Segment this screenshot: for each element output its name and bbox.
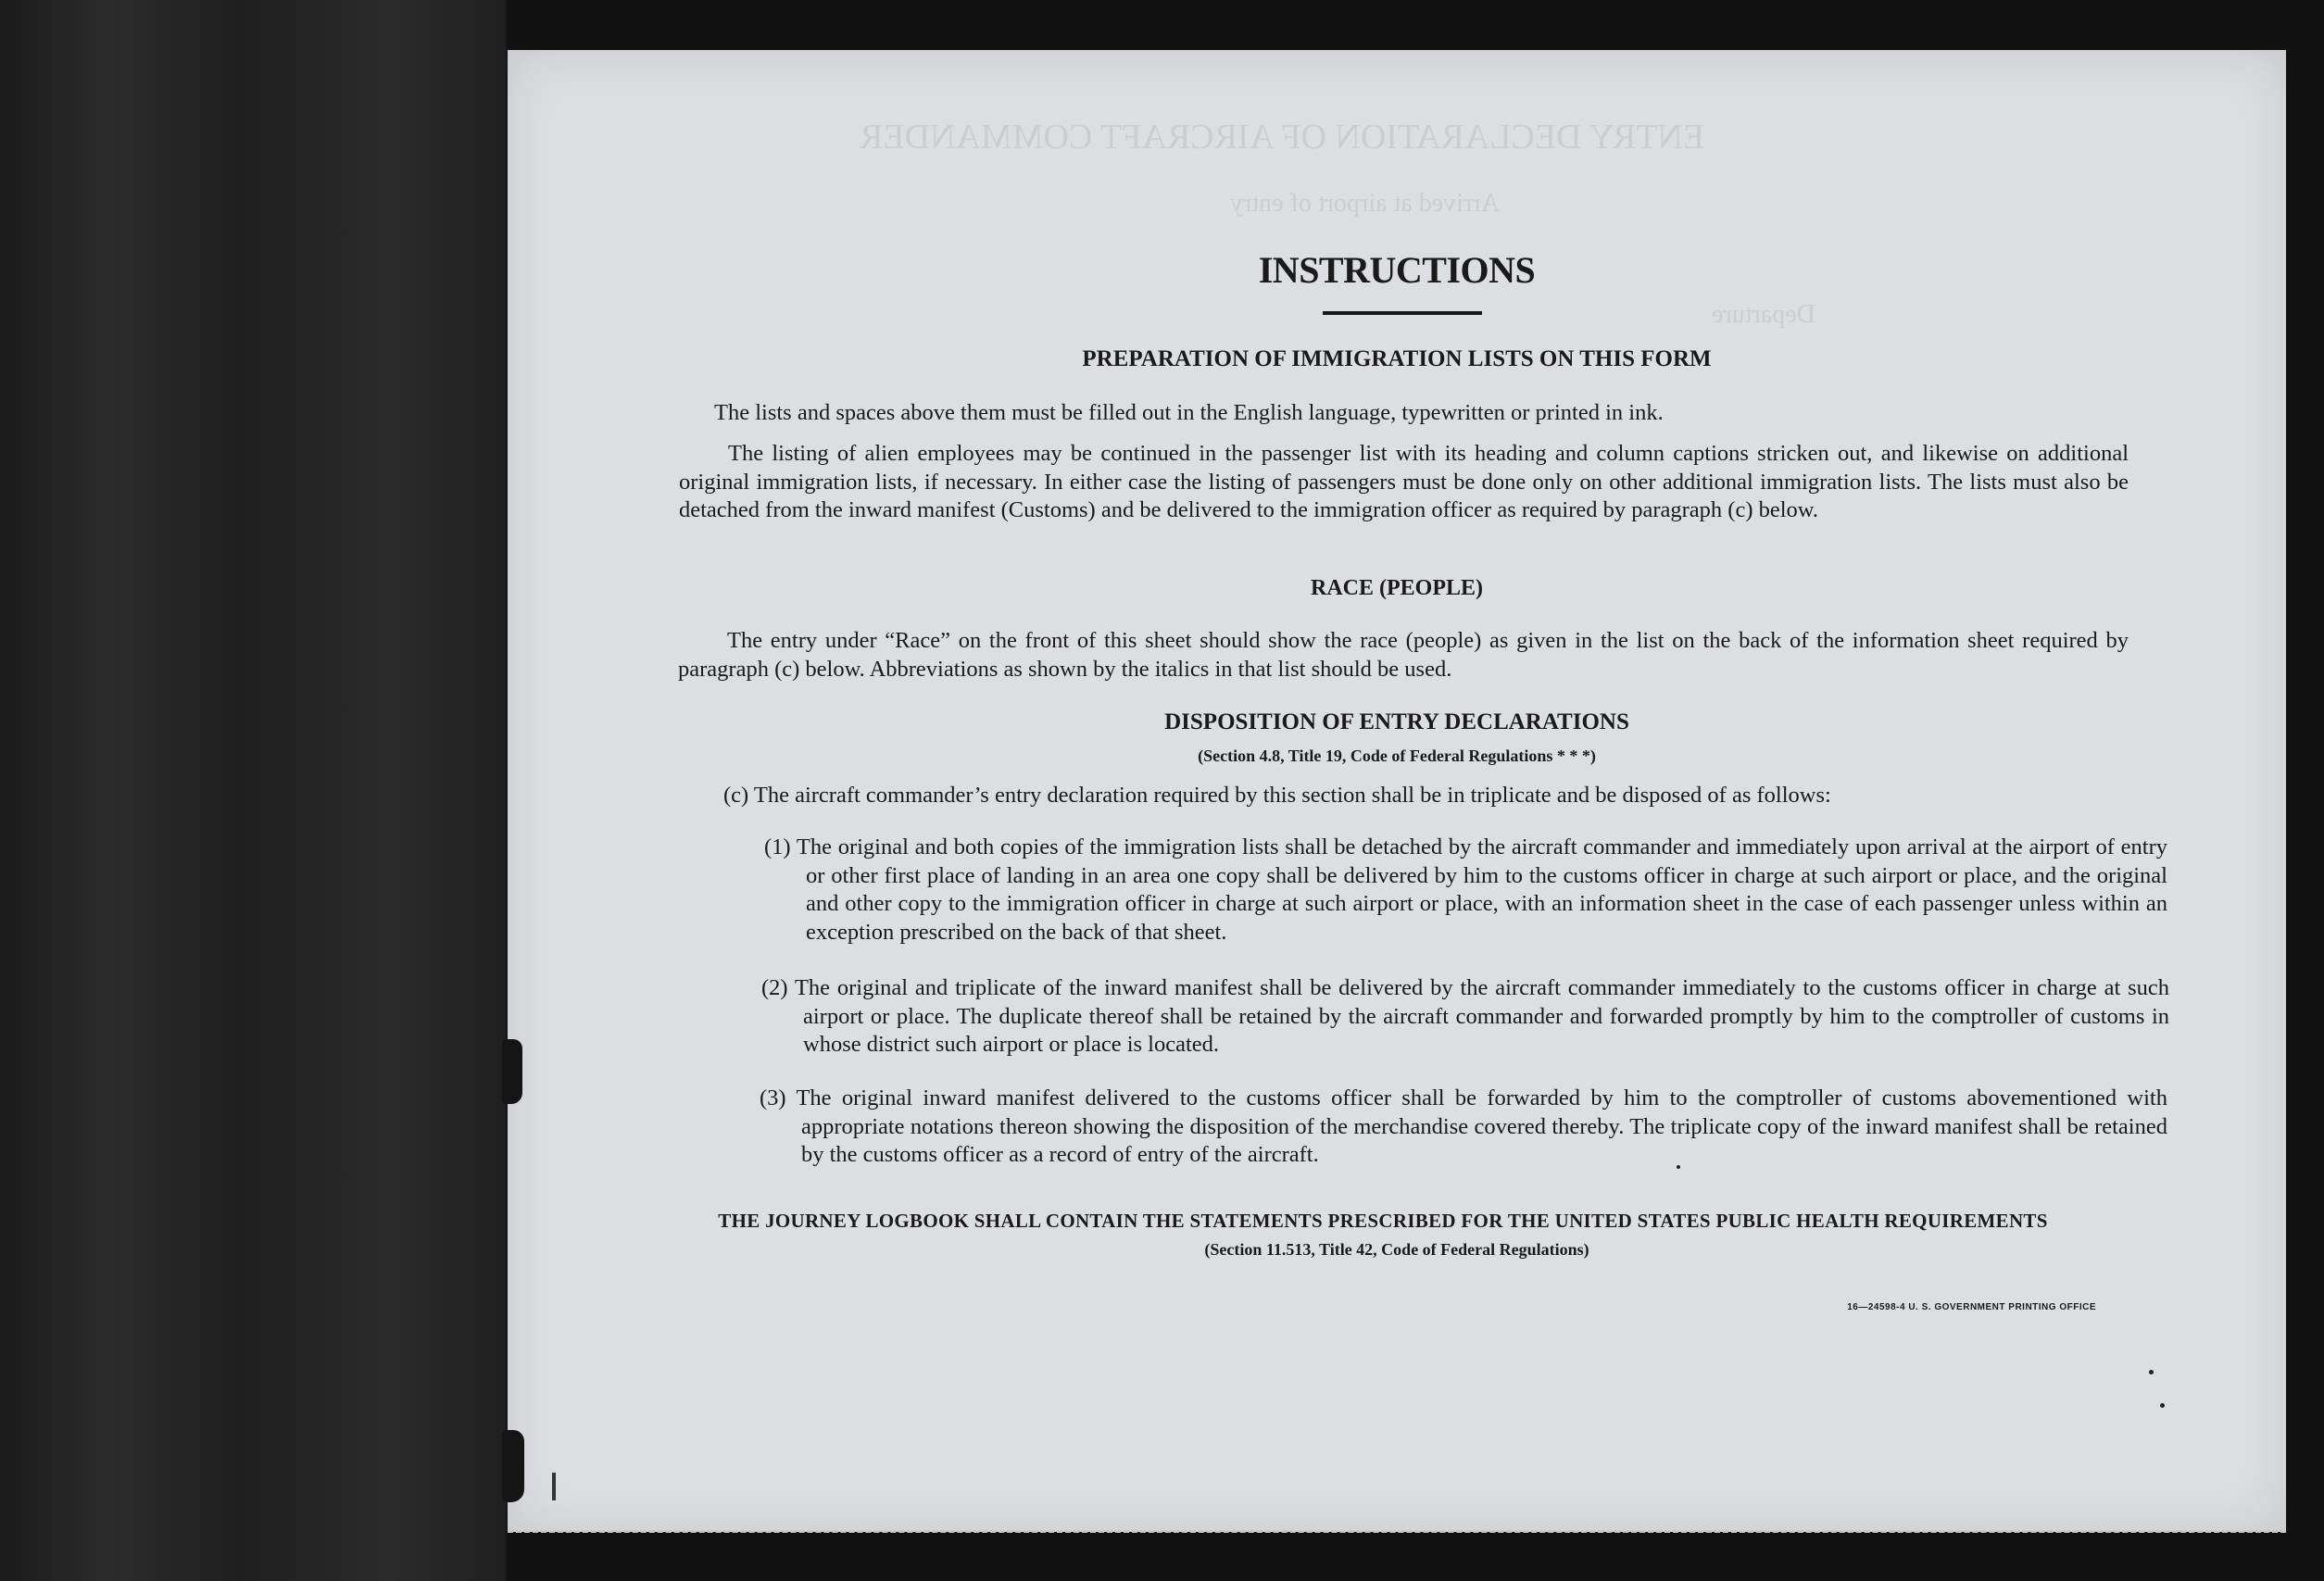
torn-edge-mark (502, 1039, 522, 1104)
list-item-disposition-1: (1) The original and both copies of the immigration lists shall be detached by the aircraft commander and immediately upon arrival at the airport of entry or other first place of landing in an area one copy shall be delivered by him to the customs officer in charge at such airport or place, and the original and other copy to the immigration officer in charge at such airport or place, with an information sheet in the case of each passenger unless within an exception prescribed on the back of that sheet. (764, 834, 2167, 945)
bleed-through-text: ENTRY DECLARATION OF AIRCRAFT COMMANDER (860, 118, 1705, 157)
list-item-disposition-2: (2) The original and triplicate of the inward manifest shall be delivered by the aircraft commander immediately to the customs officer in charge at such airport or place. The duplicate thereof shall be retained by the aircraft commander and forwarded promptly by him to the comptroller of customs in whose district such airport or place is located. (761, 975, 2169, 1057)
paper-bottom-edge (508, 1530, 2286, 1533)
footer-statement-health-requirements: THE JOURNEY LOGBOOK SHALL CONTAIN THE STATEMENTS PRESCRIBED FOR THE UNITED STATES PUBLIC HEALTH REQUIREMENTS (718, 1210, 2048, 1232)
paragraph-lists-language: The lists and spaces above them must be filled out in the English language, typewritten or printed in ink. (714, 400, 1664, 425)
document-page (508, 50, 2286, 1532)
bleed-through-text-3: Departure (1712, 300, 1815, 329)
list-item-disposition-3: (3) The original inward manifest delivered to the customs officer shall be forwarded by him to the comptroller of customs abovementioned with appropriate notations thereon showing the disposition of the merchandise covered thereby. The triplicate copy of the inward manifest shall be retained by the customs officer as a record of entry of the aircraft. (760, 1085, 2167, 1167)
section-heading-disposition: DISPOSITION OF ENTRY DECLARATIONS (1164, 709, 1629, 734)
page-title: INSTRUCTIONS (1258, 249, 1536, 291)
bleed-through-text-2: Arrived at airport of entry (1230, 189, 1500, 218)
speck (1677, 1165, 1680, 1169)
paragraph-entry-declaration-intro: (c) The aircraft commander’s entry declaration required by this section shall be in triplicate and be disposed of as follows: (723, 783, 1831, 808)
title-underline (1323, 311, 1482, 315)
section-citation-title-19: (Section 4.8, Title 19, Code of Federal Regulations * * *) (1198, 747, 1596, 765)
section-heading-race: RACE (PEOPLE) (1311, 576, 1483, 600)
printing-office-code: 16—24598-4 U. S. GOVERNMENT PRINTING OFFICE (1847, 1302, 2096, 1312)
paragraph-alien-employees: The listing of alien employees may be continued in the passenger list with its heading and column captions stricken out, and likewise on additional original immigration lists, if necessary. In either case the listing of passengers must be done only on other additional immigration lists. The lists must also be detached from the inward manifest (Customs) and be delivered to the immigration officer as required by paragraph (c) below. (679, 441, 2129, 522)
tear-mark (552, 1473, 556, 1500)
section-heading-preparation: PREPARATION OF IMMIGRATION LISTS ON THIS FORM (1082, 346, 1712, 371)
footer-citation-title-42: (Section 11.513, Title 42, Code of Federal Regulations) (1204, 1240, 1589, 1259)
speck-3 (2160, 1403, 2165, 1408)
paragraph-race-entry: The entry under “Race” on the front of this sheet should show the race (people) as given in the list on the back of the information sheet required by paragraph (c) below. Abbreviations as shown by the italics in that list should be used. (678, 628, 2129, 682)
torn-edge-mark-2 (502, 1430, 524, 1502)
speck-2 (2149, 1370, 2154, 1374)
